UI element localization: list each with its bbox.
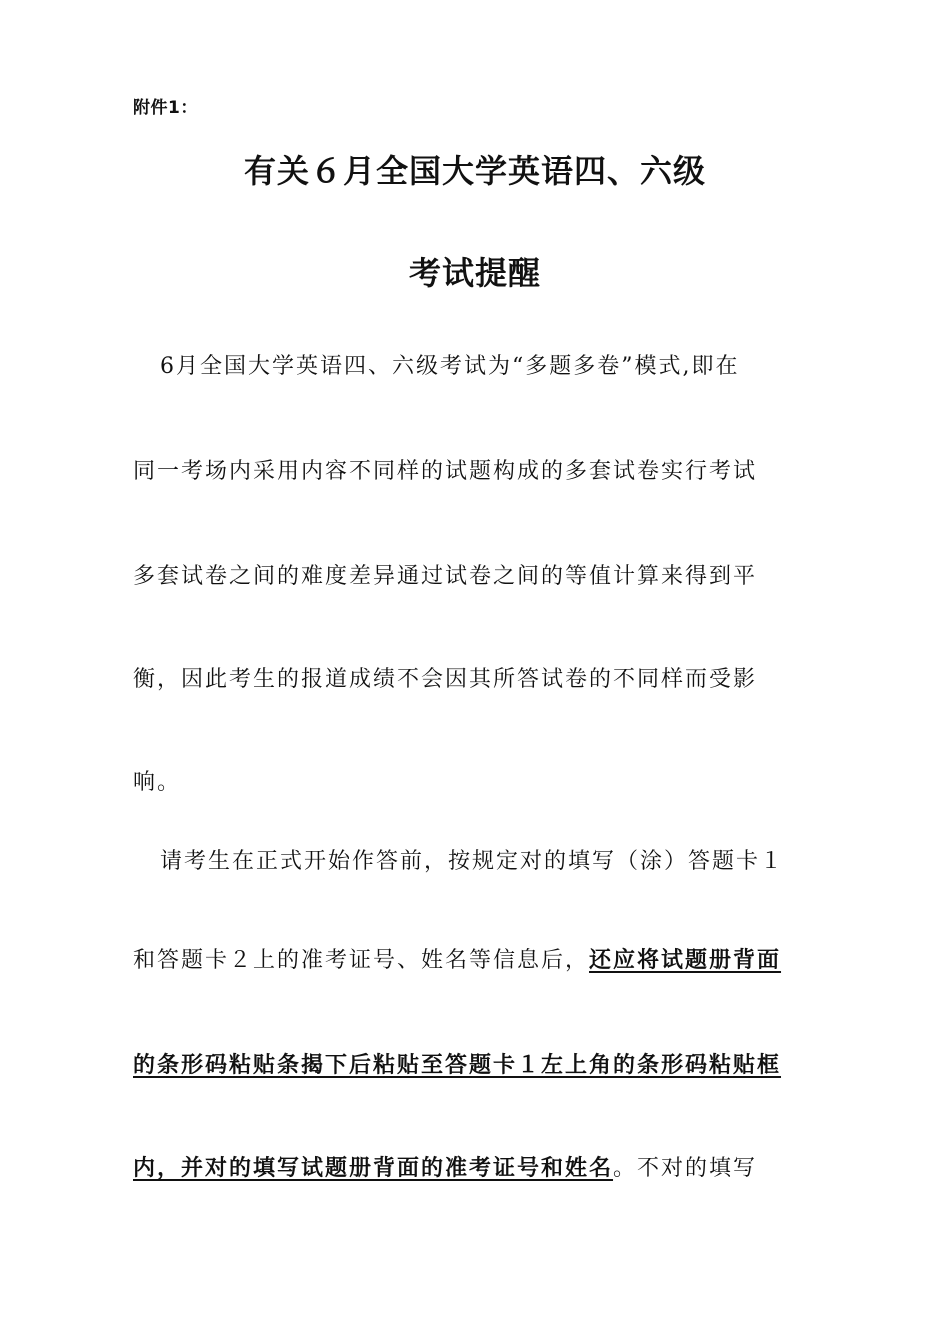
page-title-line-2: 考试提醒 — [408, 254, 541, 292]
paragraph1-line-5: 响。 — [133, 770, 182, 795]
paragraph2-line-4-emphasis: 内，并对的填写试题册背面的准考证号和姓名 — [133, 1156, 614, 1181]
paragraph2-line-3-emphasis: 的条形码粘贴条揭下后粘贴至答题卡１左上角的条形码粘贴框 — [133, 1053, 782, 1078]
paragraph2-line-2-plain: 和答题卡２上的准考证号、姓名等信息后， — [133, 948, 590, 973]
paragraph2-line-2-emphasis: 还应将试题册背面 — [589, 948, 782, 973]
paragraph1-line-1: 6月全国大学英语四、六级考试为“多题多卷”模式,即在 — [160, 354, 740, 379]
paragraph1-line-2: 同一考场内采用内容不同样的试题构成的多套试卷实行考试 — [133, 459, 758, 484]
paragraph1-line-3: 多套试卷之间的难度差异通过试卷之间的等值计算来得到平 — [133, 564, 758, 589]
paragraph2-line-1: 请考生在正式开始作答前，按规定对的填写（涂）答题卡１ — [160, 849, 785, 874]
paragraph2-line-2 — [133, 946, 823, 976]
paragraph1-line-4: 衡，因此考生的报道成绩不会因其所答试卷的不同样而受影 — [133, 667, 758, 692]
paragraph2-line-4-plain: 。不对的填写 — [613, 1156, 758, 1181]
attachment-label: 附件1： — [133, 98, 198, 118]
paragraph2-line-4 — [133, 1154, 823, 1184]
page-title-line-1: 有关６月全国大学英语四、六级 — [243, 152, 706, 190]
paragraph2-line-3 — [133, 1051, 823, 1081]
